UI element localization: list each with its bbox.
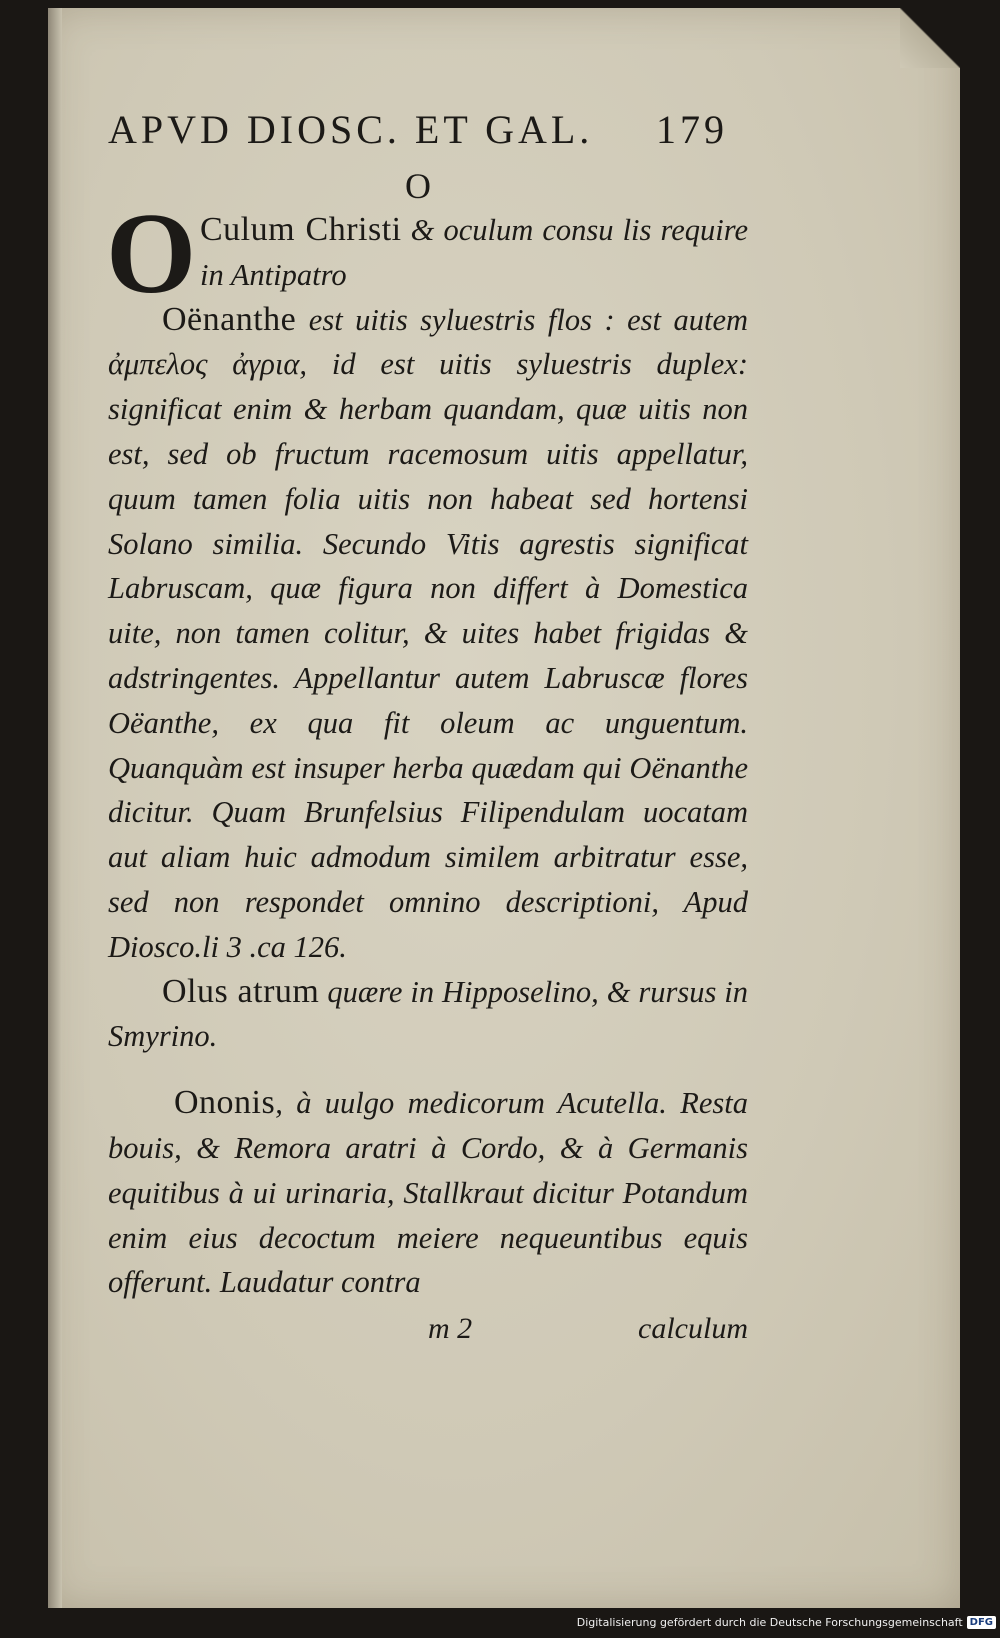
entry-body: , à uulgo medicorum Acutella. Resta bouis, & Remora aratri à Cordo, & à Germanis equitibus à ui urinaria, Stallkraut dicitur Potandum enim eius decoctum meiere nequeuntibus equis offerunt. Laudatur contra <box>108 1086 748 1300</box>
book-spine-shadow <box>48 8 62 1608</box>
entry-olus-atrum <box>108 970 748 1060</box>
entry-oenanthe <box>108 298 748 970</box>
dfg-logo-icon: DFG <box>967 1616 996 1629</box>
entry-body: quære in Hipposelino, & rursus in Smyrino. <box>108 974 749 1054</box>
book-page <box>48 8 960 1608</box>
page-text <box>108 100 748 1351</box>
entry-body: est uitis syluestris flos : est autem ἀμπελος ἀγρια, id est uitis syluestris duplex: significat enim & herbam quandam, quæ uitis non est, sed ob fructum racemosum uitis appellatur, quum tamen folia uitis non habeat sed hortensi Solano similia. Secundo Vitis agrestis significat Labruscam, quæ figura non differt à Domestica uite, non tamen colitur, & uites habet frigidas & adstringentes. Appellantur autem Labruscæ flores Oëanthe, ex qua fit oleum ac unguentum. Quanquàm est insuper herba quædam qui Oënanthe dicitur. Quam Brunfelsius Filipendulam uocatam aut aliam huic admodum similem arbitratur esse, sed non respondet omnino descriptioni, Apud Diosco.li 3 .ca 126. <box>108 302 749 964</box>
entry-headword: Olus atrum <box>162 972 320 1010</box>
folded-corner <box>900 8 960 68</box>
entry-oculum-christi <box>106 190 748 318</box>
entry-headword: Ononis <box>174 1084 276 1122</box>
entry-body: & oculum consu lis require in Antipatro <box>200 213 748 292</box>
credit-text: Digitalisierung gefördert durch die Deutsche Forschungsgemeinschaft <box>576 1615 963 1629</box>
page-number: 179 <box>656 107 728 152</box>
signature-mark: m 2 <box>428 1312 473 1346</box>
drop-capital: O <box>106 190 197 318</box>
running-head <box>108 100 728 160</box>
entry-ononis <box>108 1081 748 1305</box>
catchword: calculum <box>638 1312 748 1346</box>
section-letter: O <box>405 166 431 206</box>
digitization-credit <box>577 1612 996 1632</box>
page-footer <box>428 1307 748 1351</box>
entry-headword: Culum Christi <box>200 211 402 248</box>
entry-headword: Oënanthe <box>162 300 297 338</box>
running-head-title: APVD DIOSC. ET GAL. <box>108 107 594 152</box>
